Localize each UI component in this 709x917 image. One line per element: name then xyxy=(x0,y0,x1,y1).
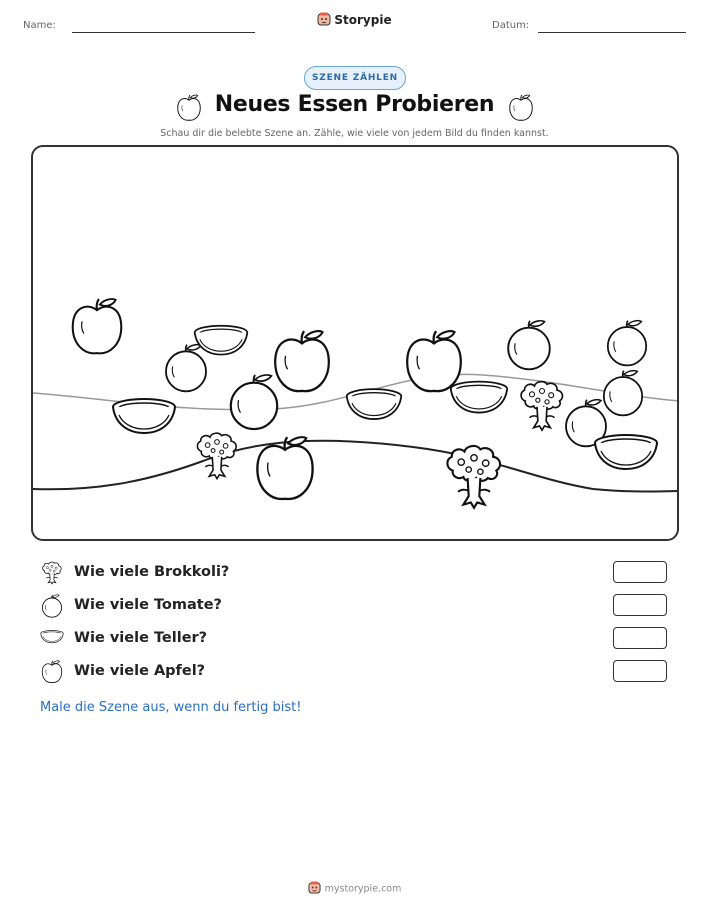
brand-name: Storypie xyxy=(334,13,392,27)
apple-icon xyxy=(40,660,64,684)
name-label: Name: xyxy=(23,20,56,31)
broccoli-item xyxy=(197,433,236,478)
question-text: Wie viele Teller? xyxy=(74,630,208,646)
answer-box[interactable] xyxy=(613,594,667,616)
question-text: Wie viele Apfel? xyxy=(74,663,206,679)
apple-icon xyxy=(508,94,534,122)
name-line[interactable] xyxy=(72,32,255,33)
broccoli-item xyxy=(521,382,562,431)
scene-panel xyxy=(31,145,679,541)
bowl-item xyxy=(595,435,657,469)
bowl-item xyxy=(195,326,248,355)
tomato-item xyxy=(166,345,206,392)
bowl-item xyxy=(113,399,175,433)
answer-box[interactable] xyxy=(613,627,667,649)
apple-item xyxy=(275,331,329,391)
apple-item xyxy=(73,299,122,353)
broccoli-item xyxy=(447,446,500,508)
question-bowl xyxy=(40,627,680,653)
question-apple xyxy=(40,660,680,686)
bowl-item xyxy=(347,389,401,419)
question-text: Wie viele Brokkoli? xyxy=(74,564,230,580)
tomato-item xyxy=(231,375,277,429)
scene-drawing xyxy=(33,147,679,541)
subtitle: Schau dir die belebte Szene an. Zähle, wie viele von jedem Bild du finden kannst. xyxy=(160,128,549,139)
tomato-item xyxy=(604,371,642,416)
bowl-icon xyxy=(40,627,64,647)
tomato-item xyxy=(608,321,646,366)
tomato-icon xyxy=(40,594,64,618)
answer-box[interactable] xyxy=(613,561,667,583)
bowl-item xyxy=(451,382,507,413)
storypie-logo-icon xyxy=(317,12,331,29)
coloring-instruction: Male die Szene aus, wenn du fertig bist! xyxy=(40,700,302,715)
broccoli-icon xyxy=(40,561,64,585)
activity-badge: SZENE ZÄHLEN xyxy=(304,66,406,90)
title-row xyxy=(0,92,709,124)
brand xyxy=(0,12,709,29)
answer-box[interactable] xyxy=(613,660,667,682)
page-title: Neues Essen Probieren xyxy=(214,92,495,117)
question-tomato xyxy=(40,594,680,620)
question-text: Wie viele Tomate? xyxy=(74,597,222,613)
apple-icon xyxy=(176,94,202,122)
apple-item xyxy=(257,437,312,499)
date-label: Datum: xyxy=(492,20,530,31)
apple-item xyxy=(407,331,461,391)
question-broccoli xyxy=(40,561,680,587)
tomato-item xyxy=(508,321,550,370)
footer xyxy=(0,881,709,897)
date-line[interactable] xyxy=(538,32,686,33)
footer-url[interactable]: mystorypie.com xyxy=(324,883,402,895)
storypie-logo-icon xyxy=(308,881,321,897)
